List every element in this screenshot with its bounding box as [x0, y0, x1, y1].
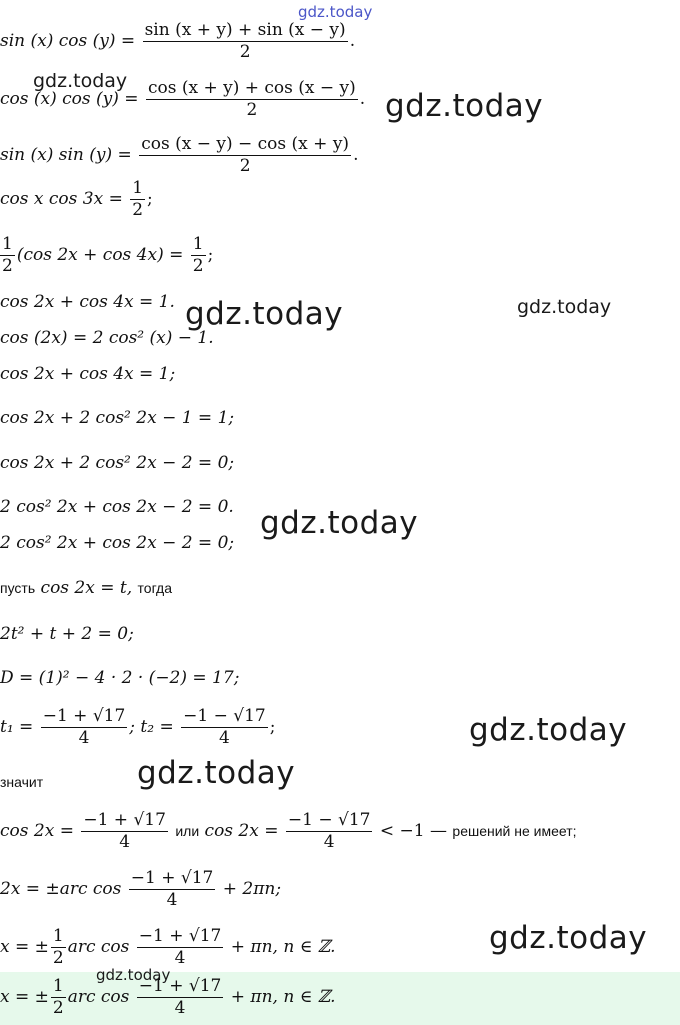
formula-fraction: [51, 928, 66, 967]
fraction-denominator: 2: [192, 256, 204, 276]
fraction-denominator: 2: [52, 998, 64, 1018]
formula-sin-cos: [0, 22, 355, 61]
fraction-denominator: 2: [246, 100, 258, 120]
fraction-denominator: 4: [323, 832, 335, 852]
formula-middle: cos 2x =: [204, 821, 279, 841]
formula-lhs: x = ±: [0, 937, 49, 957]
formula-tail: + πn, n ∈ ℤ.: [230, 987, 336, 1007]
formula-tail: + 2πn;: [222, 879, 282, 899]
fraction-denominator: 2: [239, 156, 251, 176]
watermark: gdz.today: [469, 712, 628, 748]
formula-fraction: [191, 236, 206, 275]
formula-lhs: x = ±: [0, 987, 49, 1007]
fraction-denominator: 2: [2, 256, 13, 276]
fraction-numerator: 1: [52, 976, 64, 996]
substitution-line: [0, 580, 172, 597]
roots-line: [0, 708, 275, 747]
formula-middle: (cos 2x + cos 4x) =: [16, 245, 184, 265]
watermark: gdz.today: [96, 966, 171, 984]
formula-fraction: [143, 22, 348, 61]
fraction-denominator: 4: [119, 832, 131, 852]
watermark: gdz.today: [260, 505, 419, 541]
watermark: gdz.today: [489, 920, 648, 956]
watermark: gdz.today: [385, 88, 544, 124]
or-word: или: [175, 823, 200, 839]
fraction-denominator: 2: [52, 948, 64, 968]
fraction-numerator: −1 + √17: [138, 926, 222, 946]
watermark: gdz.today: [298, 3, 373, 21]
fraction-numerator: 1: [52, 926, 64, 946]
substitution-pre: пусть: [0, 580, 36, 596]
formula-double-angle: cos (2x) = 2 cos² (x) − 1.: [0, 328, 214, 348]
formula-fraction: [51, 978, 66, 1017]
formula-tail: + πn, n ∈ ℤ.: [230, 937, 336, 957]
equation-step: 2 cos² 2x + cos 2x − 2 = 0;: [0, 533, 235, 553]
watermark: gdz.today: [137, 755, 296, 791]
formula-tail: .: [353, 145, 359, 165]
arc-label: arc cos: [67, 937, 130, 957]
fraction-numerator: −1 + √17: [83, 810, 166, 830]
fraction-numerator: −1 − √17: [287, 810, 371, 830]
equation-step: cos 2x + cos 4x = 1;: [0, 364, 176, 384]
formula-sin-sin: [0, 136, 358, 175]
comparison-text: < −1 —: [379, 821, 447, 841]
formula-tail: .: [359, 89, 366, 109]
substitution-math: cos 2x = t,: [40, 578, 133, 598]
equation-step: cos 2x + 2 cos² 2x − 1 = 1;: [0, 408, 235, 428]
formula-lhs: cos (x) cos (y) =: [0, 89, 139, 109]
root-t1-label: t₁ =: [0, 717, 34, 737]
watermark: gdz.today: [517, 296, 612, 318]
formula-lhs: cos 2x =: [0, 821, 74, 841]
fraction-denominator: 2: [239, 42, 251, 62]
watermark: gdz.today: [185, 296, 344, 332]
fraction-numerator: −1 + √17: [130, 868, 214, 888]
fraction-denominator: 4: [174, 948, 186, 968]
fraction-numerator: −1 + √17: [42, 706, 126, 726]
substitution-post: тогда: [137, 580, 173, 596]
formula-fraction: [146, 80, 358, 119]
arc-label: arc cos: [67, 987, 130, 1007]
fraction-numerator: −1 + √17: [138, 976, 222, 996]
solution-x-line: [0, 928, 336, 967]
formula-tail: ;: [207, 245, 214, 265]
fraction-denominator: 4: [174, 998, 186, 1018]
formula-fraction: [41, 708, 128, 747]
fraction-denominator: 4: [166, 890, 178, 910]
formula-fraction: [0, 236, 15, 275]
fraction-numerator: 1: [132, 178, 144, 198]
discriminant-line: D = (1)² − 4 · 2 · (−2) = 17;: [0, 668, 240, 688]
no-solution-text: решений не имеет;: [452, 823, 577, 839]
case-analysis-line: [0, 812, 577, 851]
formula-fraction: [81, 812, 168, 851]
fraction-denominator: 2: [132, 200, 144, 220]
conclusion-word: значит: [0, 774, 44, 790]
formula-tail: .: [349, 31, 356, 51]
formula-lhs: cos x cos 3x =: [0, 189, 123, 209]
formula-fraction: [130, 180, 145, 219]
formula-fraction: [139, 136, 351, 175]
formula-fraction: [129, 870, 216, 909]
fraction-numerator: 1: [2, 234, 13, 254]
formula-tail: ;: [147, 189, 153, 209]
equation-step: 2 cos² 2x + cos 2x − 2 = 0.: [0, 497, 234, 517]
root-t2-label: ; t₂ =: [129, 717, 174, 737]
formula-lhs: sin (x) sin (y) =: [0, 145, 132, 165]
formula-tail: ;: [269, 717, 276, 737]
equation-step: cos 2x + 2 cos² 2x − 2 = 0;: [0, 453, 235, 473]
formula-fraction: [286, 812, 373, 851]
quadratic-equation: 2t² + t + 2 = 0;: [0, 624, 134, 644]
fraction-numerator: sin (x + y) + sin (x − y): [144, 20, 346, 40]
fraction-numerator: cos (x + y) + cos (x − y): [147, 78, 356, 98]
equation-step: cos 2x + cos 4x = 1.: [0, 292, 175, 312]
formula-fraction: [181, 708, 268, 747]
equation-cosx-cos3x: [0, 180, 153, 219]
solution-2x-line: [0, 870, 281, 909]
fraction-denominator: 4: [219, 728, 230, 748]
equation-half-sum: [0, 236, 213, 275]
formula-fraction: [137, 928, 224, 967]
formula-lhs: sin (x) cos (y) =: [0, 31, 136, 51]
formula-lhs: 2x = ±arc cos: [0, 879, 122, 899]
fraction-numerator: −1 − √17: [183, 706, 266, 726]
fraction-denominator: 4: [78, 728, 90, 748]
fraction-numerator: cos (x − y) − cos (x + y): [141, 134, 350, 154]
fraction-numerator: 1: [192, 234, 204, 254]
watermark: gdz.today: [33, 70, 128, 92]
